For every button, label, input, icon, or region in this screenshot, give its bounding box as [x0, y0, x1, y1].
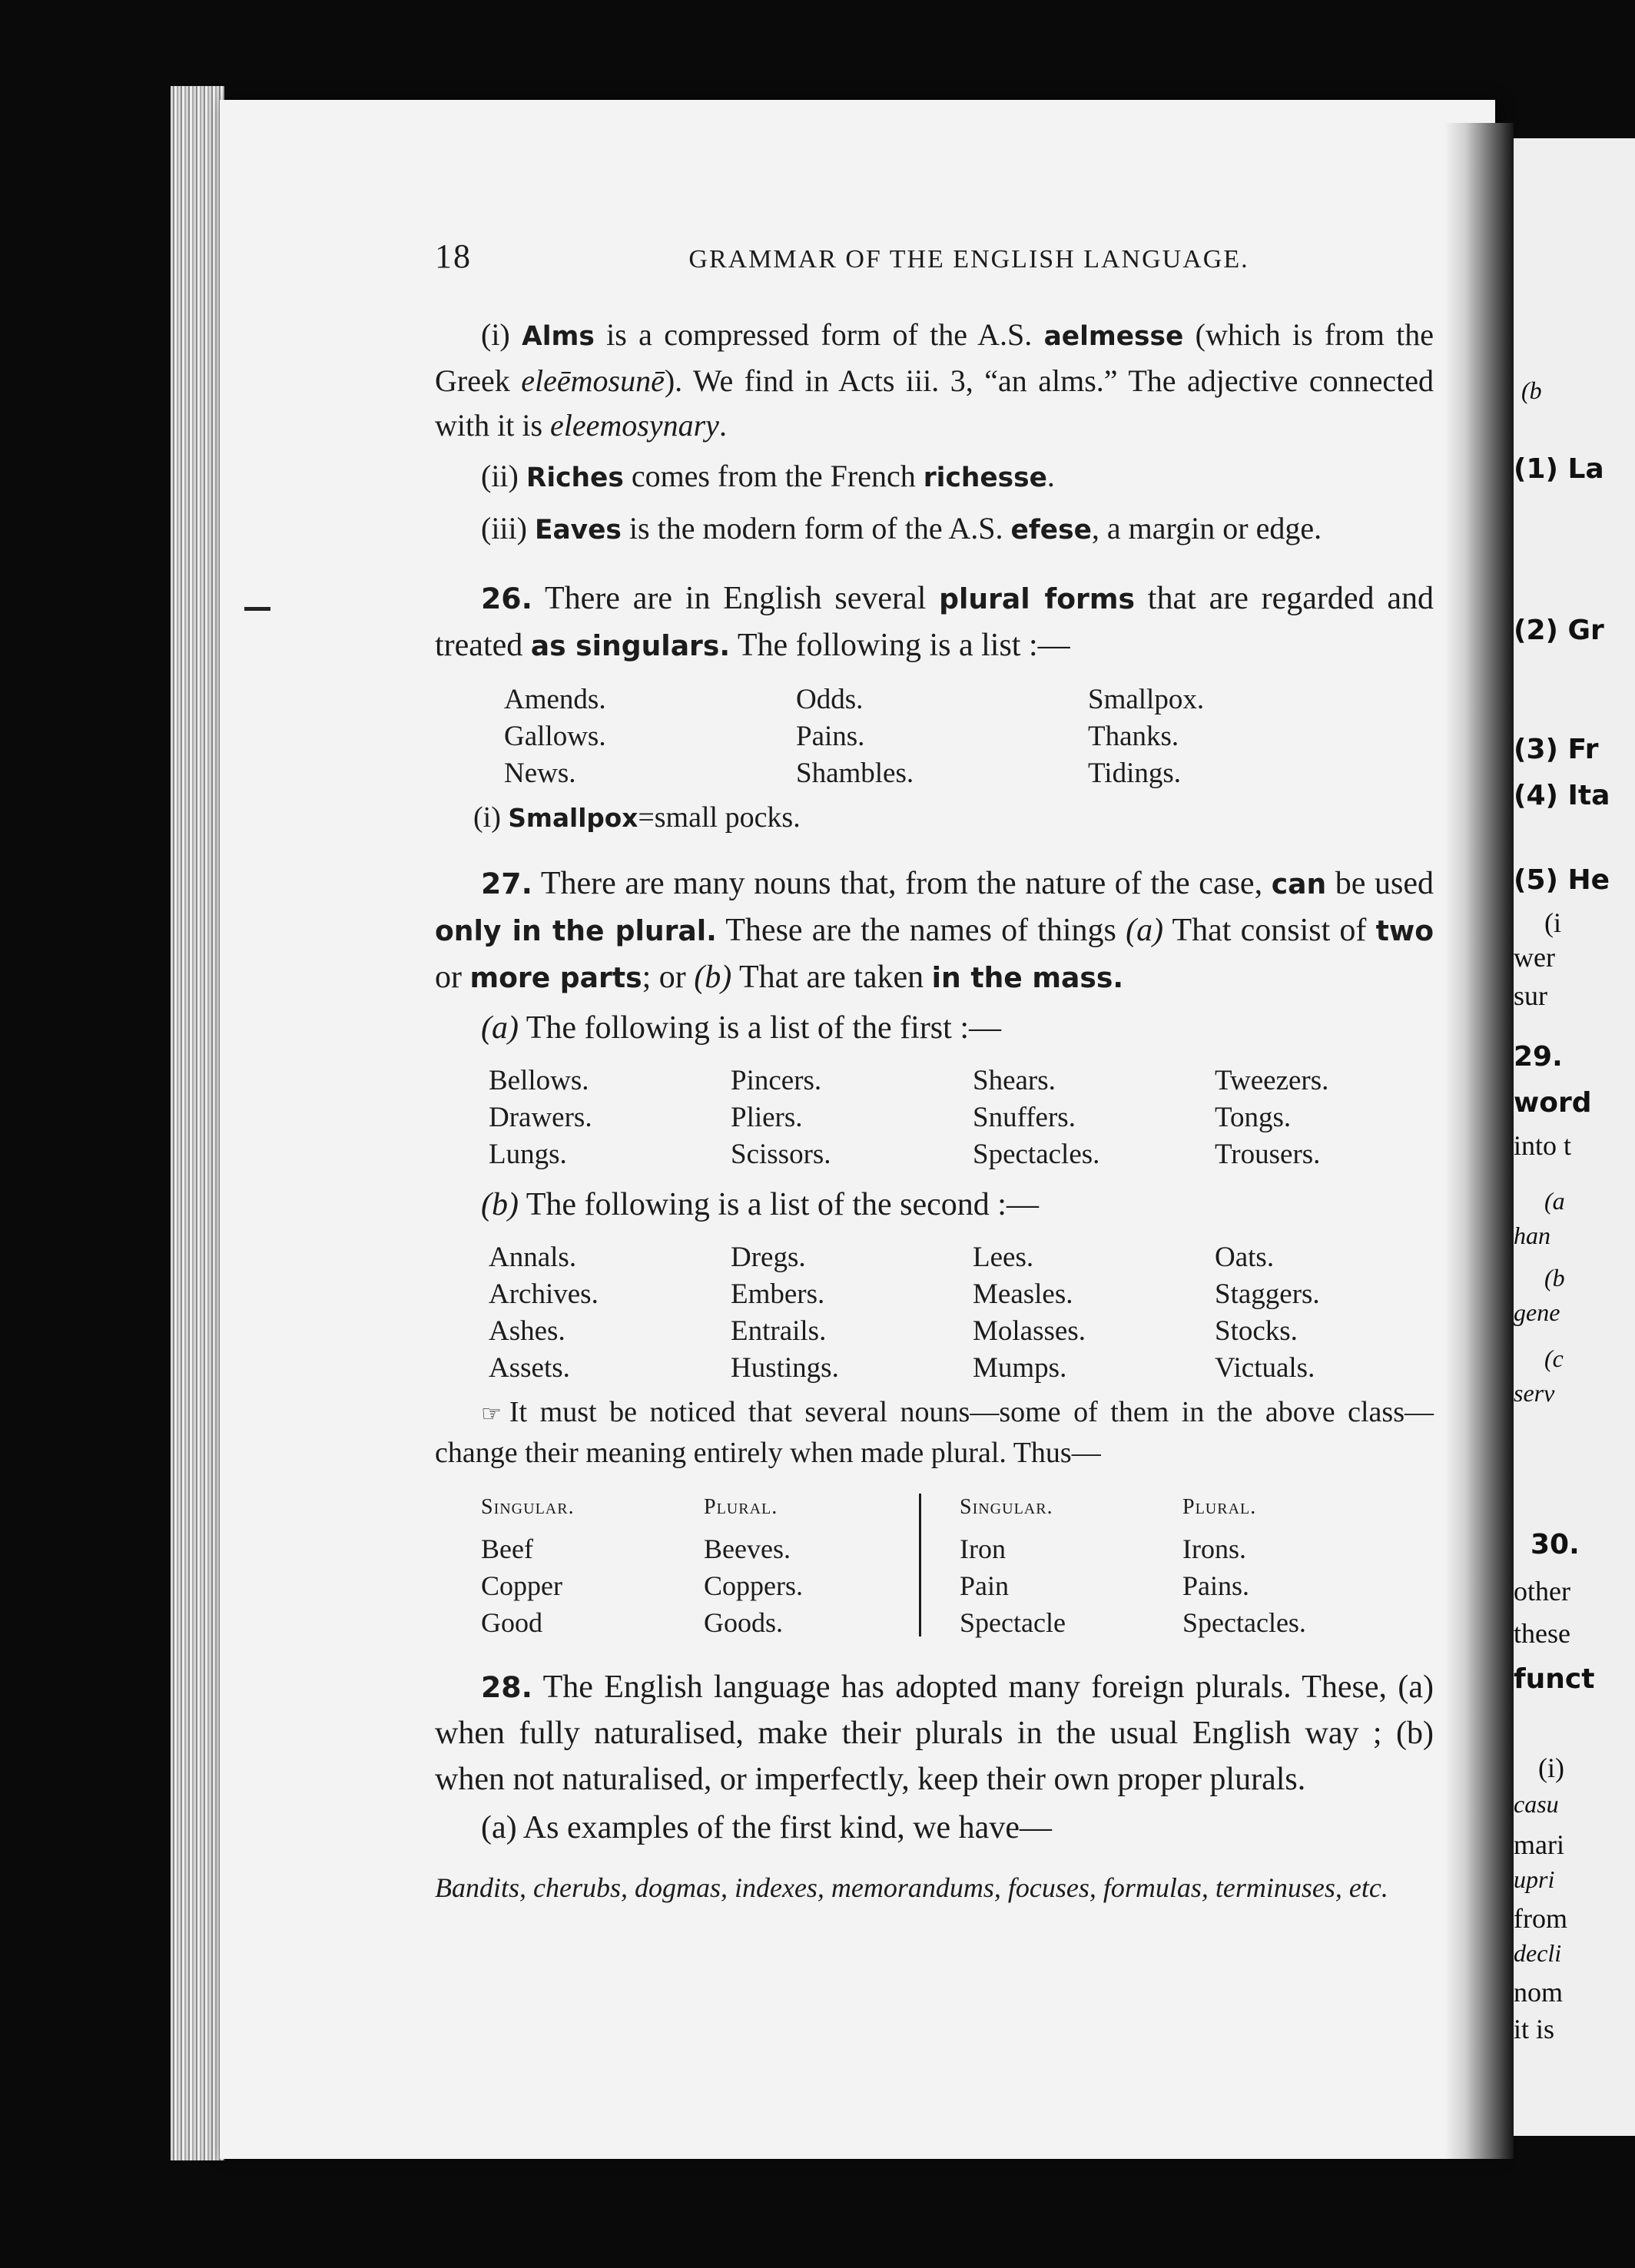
- facing-fragment: other: [1514, 1576, 1570, 1606]
- singular-plural-list: [504, 681, 1434, 792]
- facing-fragment: wer: [1514, 942, 1555, 973]
- list-item: Entrails.: [731, 1315, 827, 1347]
- list-item: News.: [504, 758, 576, 789]
- table-cell: Copper: [481, 1570, 562, 1601]
- running-title: GRAMMAR OF THE ENGLISH LANGUAGE.: [688, 245, 1249, 274]
- facing-fragment: (1) La: [1514, 453, 1604, 485]
- facing-fragment: han: [1514, 1222, 1550, 1249]
- facing-fragment: mari: [1514, 1829, 1564, 1860]
- table-cell: Beeves.: [704, 1534, 791, 1564]
- list-item: Pincers.: [731, 1065, 822, 1096]
- section-27: 27. There are many nouns that, from the nature of the case, can be used only in the plural. These are the names of things (a) That consist of two or more parts; or (b) That are taken in the mass.: [435, 866, 1434, 995]
- table-cell: Beef: [481, 1534, 533, 1564]
- table-right: [960, 1489, 1398, 1641]
- list-item: Staggers.: [1215, 1278, 1320, 1310]
- table-cell: Coppers.: [704, 1570, 803, 1601]
- facing-fragment: (b: [1544, 1264, 1565, 1292]
- list-item: Bellows.: [489, 1065, 589, 1096]
- list-item: Hustings.: [731, 1352, 839, 1384]
- list-item: Drawers.: [489, 1102, 592, 1133]
- table-cell: Goods.: [704, 1607, 784, 1638]
- table-divider: [919, 1494, 921, 1636]
- facing-fragment: from: [1514, 1903, 1567, 1934]
- table-cell: Iron: [960, 1534, 1006, 1564]
- facing-page: [1507, 138, 1635, 2136]
- meaning-change-note: ☞ It must be noticed that several nouns—some of them in the above class—change their meaning entirely when made plural. Thus—: [435, 1396, 1434, 1469]
- list-item: Shambles.: [796, 758, 914, 789]
- table-cell: Pain: [960, 1570, 1010, 1601]
- column-header-plural: Plural.: [1182, 1495, 1257, 1519]
- list-item: Molasses.: [973, 1315, 1086, 1347]
- facing-fragment: (i): [1538, 1752, 1564, 1783]
- section-26: 26. There are in English several plural forms that are regarded and treated as singulars. The following is a list :—: [435, 581, 1434, 663]
- facing-fragment: into t: [1514, 1130, 1572, 1161]
- facing-fragment: 30.: [1531, 1529, 1580, 1560]
- list-item: Mumps.: [973, 1352, 1067, 1384]
- page-number: 18: [435, 237, 472, 275]
- running-header: [435, 234, 1434, 282]
- list-item: Pains.: [796, 721, 865, 752]
- list-item: Annals.: [489, 1242, 577, 1273]
- facing-fragment: decli: [1514, 1939, 1562, 1967]
- facing-fragment: it is: [1514, 2014, 1555, 2044]
- singular-plural-table: [481, 1489, 1434, 1641]
- list-item: Embers.: [731, 1278, 825, 1310]
- facing-fragment: sur: [1514, 980, 1547, 1011]
- facing-fragment: (a: [1544, 1187, 1565, 1215]
- table-cell: Spectacles.: [1182, 1607, 1306, 1638]
- table-cell: Good: [481, 1607, 542, 1638]
- facing-fragment: upri: [1514, 1865, 1555, 1893]
- facing-fragment: (i: [1544, 907, 1561, 938]
- section-28: 28. The English language has adopted many foreign plurals. These, (a) when fully naturalised, make their plurals in the usual English way ; (b) when not naturalised, or imperfectly, keep their own proper plurals.: [435, 1670, 1434, 1797]
- first-kind-intro: (a) As examples of the first kind, we have—: [481, 1810, 1052, 1845]
- examples-list: Bandits, cherubs, dogmas, indexes, memorandums, focuses, formulas, terminuses, etc.: [435, 1872, 1388, 1903]
- list-item: Gallows.: [504, 721, 606, 752]
- list-item: Oats.: [1215, 1242, 1275, 1273]
- list-item: Stocks.: [1215, 1315, 1298, 1347]
- list-item: Ashes.: [489, 1315, 565, 1347]
- list-item: Dregs.: [731, 1242, 806, 1273]
- list-item: Scissors.: [731, 1139, 831, 1170]
- facing-fragment: (5) He: [1514, 864, 1610, 896]
- list-item: Thanks.: [1088, 721, 1179, 752]
- second-list-intro: (b) The following is a list of the second :—: [481, 1187, 1039, 1222]
- list-item: Spectacles.: [973, 1139, 1100, 1170]
- facing-fragment: serv: [1514, 1379, 1555, 1407]
- facing-fragment: gene: [1514, 1298, 1560, 1326]
- facing-fragment: (4) Ita: [1514, 780, 1610, 811]
- table-left: [481, 1489, 919, 1641]
- list-item: Tweezers.: [1215, 1065, 1329, 1096]
- list-item: Odds.: [796, 684, 864, 715]
- list-item: Pliers.: [731, 1102, 803, 1133]
- facing-fragment: casu: [1514, 1790, 1559, 1818]
- column-header-plural: Plural.: [704, 1495, 778, 1519]
- facing-fragment: word: [1514, 1087, 1592, 1119]
- column-header-singular: Singular.: [960, 1495, 1053, 1519]
- list-item: Tidings.: [1088, 758, 1182, 789]
- parts-plural-list: [489, 1063, 1434, 1173]
- list-item: Measles.: [973, 1278, 1073, 1310]
- facing-fragment: (2) Gr: [1514, 615, 1604, 646]
- list-item: Smallpox.: [1088, 684, 1205, 715]
- facing-fragment: (3) Fr: [1514, 734, 1599, 765]
- column-header-singular: Singular.: [481, 1495, 575, 1519]
- page-edges: [171, 86, 224, 2160]
- facing-fragment: (b: [1521, 376, 1542, 404]
- facing-fragment: 29.: [1514, 1041, 1563, 1073]
- page-content: [435, 234, 1434, 1907]
- first-list-intro: (a) The following is a list of the first :—: [481, 1010, 1001, 1046]
- facing-fragment: funct: [1514, 1663, 1595, 1695]
- list-item: Archives.: [489, 1278, 599, 1310]
- margin-mark: [244, 607, 270, 611]
- list-item: Victuals.: [1215, 1352, 1315, 1384]
- list-item: Amends.: [504, 684, 606, 715]
- facing-fragment: these: [1514, 1618, 1570, 1649]
- list-item: Shears.: [973, 1065, 1056, 1096]
- list-item: Assets.: [489, 1352, 570, 1384]
- table-cell: Spectacle: [960, 1607, 1066, 1638]
- note-alms: (i) Alms is a compressed form of the A.S. aelmesse (which is from the Greek eleēmosunē). We find in Acts iii. 3, “an alms.” The adjective connected with it is eleemosynary.: [435, 317, 1434, 443]
- note-riches: (ii) Riches comes from the French richesse.: [481, 459, 1055, 493]
- list-item: Lungs.: [489, 1139, 567, 1170]
- facing-fragment: nom: [1514, 1977, 1564, 2008]
- note-smallpox: (i) Smallpox=small pocks.: [473, 801, 801, 834]
- mass-plural-list: [489, 1239, 1434, 1387]
- facing-fragment: (c: [1544, 1345, 1564, 1372]
- list-item: Lees.: [973, 1242, 1034, 1273]
- note-eaves: (iii) Eaves is the modern form of the A.S. efese, a margin or edge.: [481, 511, 1322, 545]
- table-cell: Irons.: [1182, 1534, 1246, 1564]
- list-item: Trousers.: [1215, 1139, 1321, 1170]
- list-item: Tongs.: [1215, 1102, 1292, 1133]
- pointing-hand-icon: ☞: [481, 1401, 502, 1427]
- table-cell: Pains.: [1182, 1570, 1250, 1601]
- list-item: Snuffers.: [973, 1102, 1076, 1133]
